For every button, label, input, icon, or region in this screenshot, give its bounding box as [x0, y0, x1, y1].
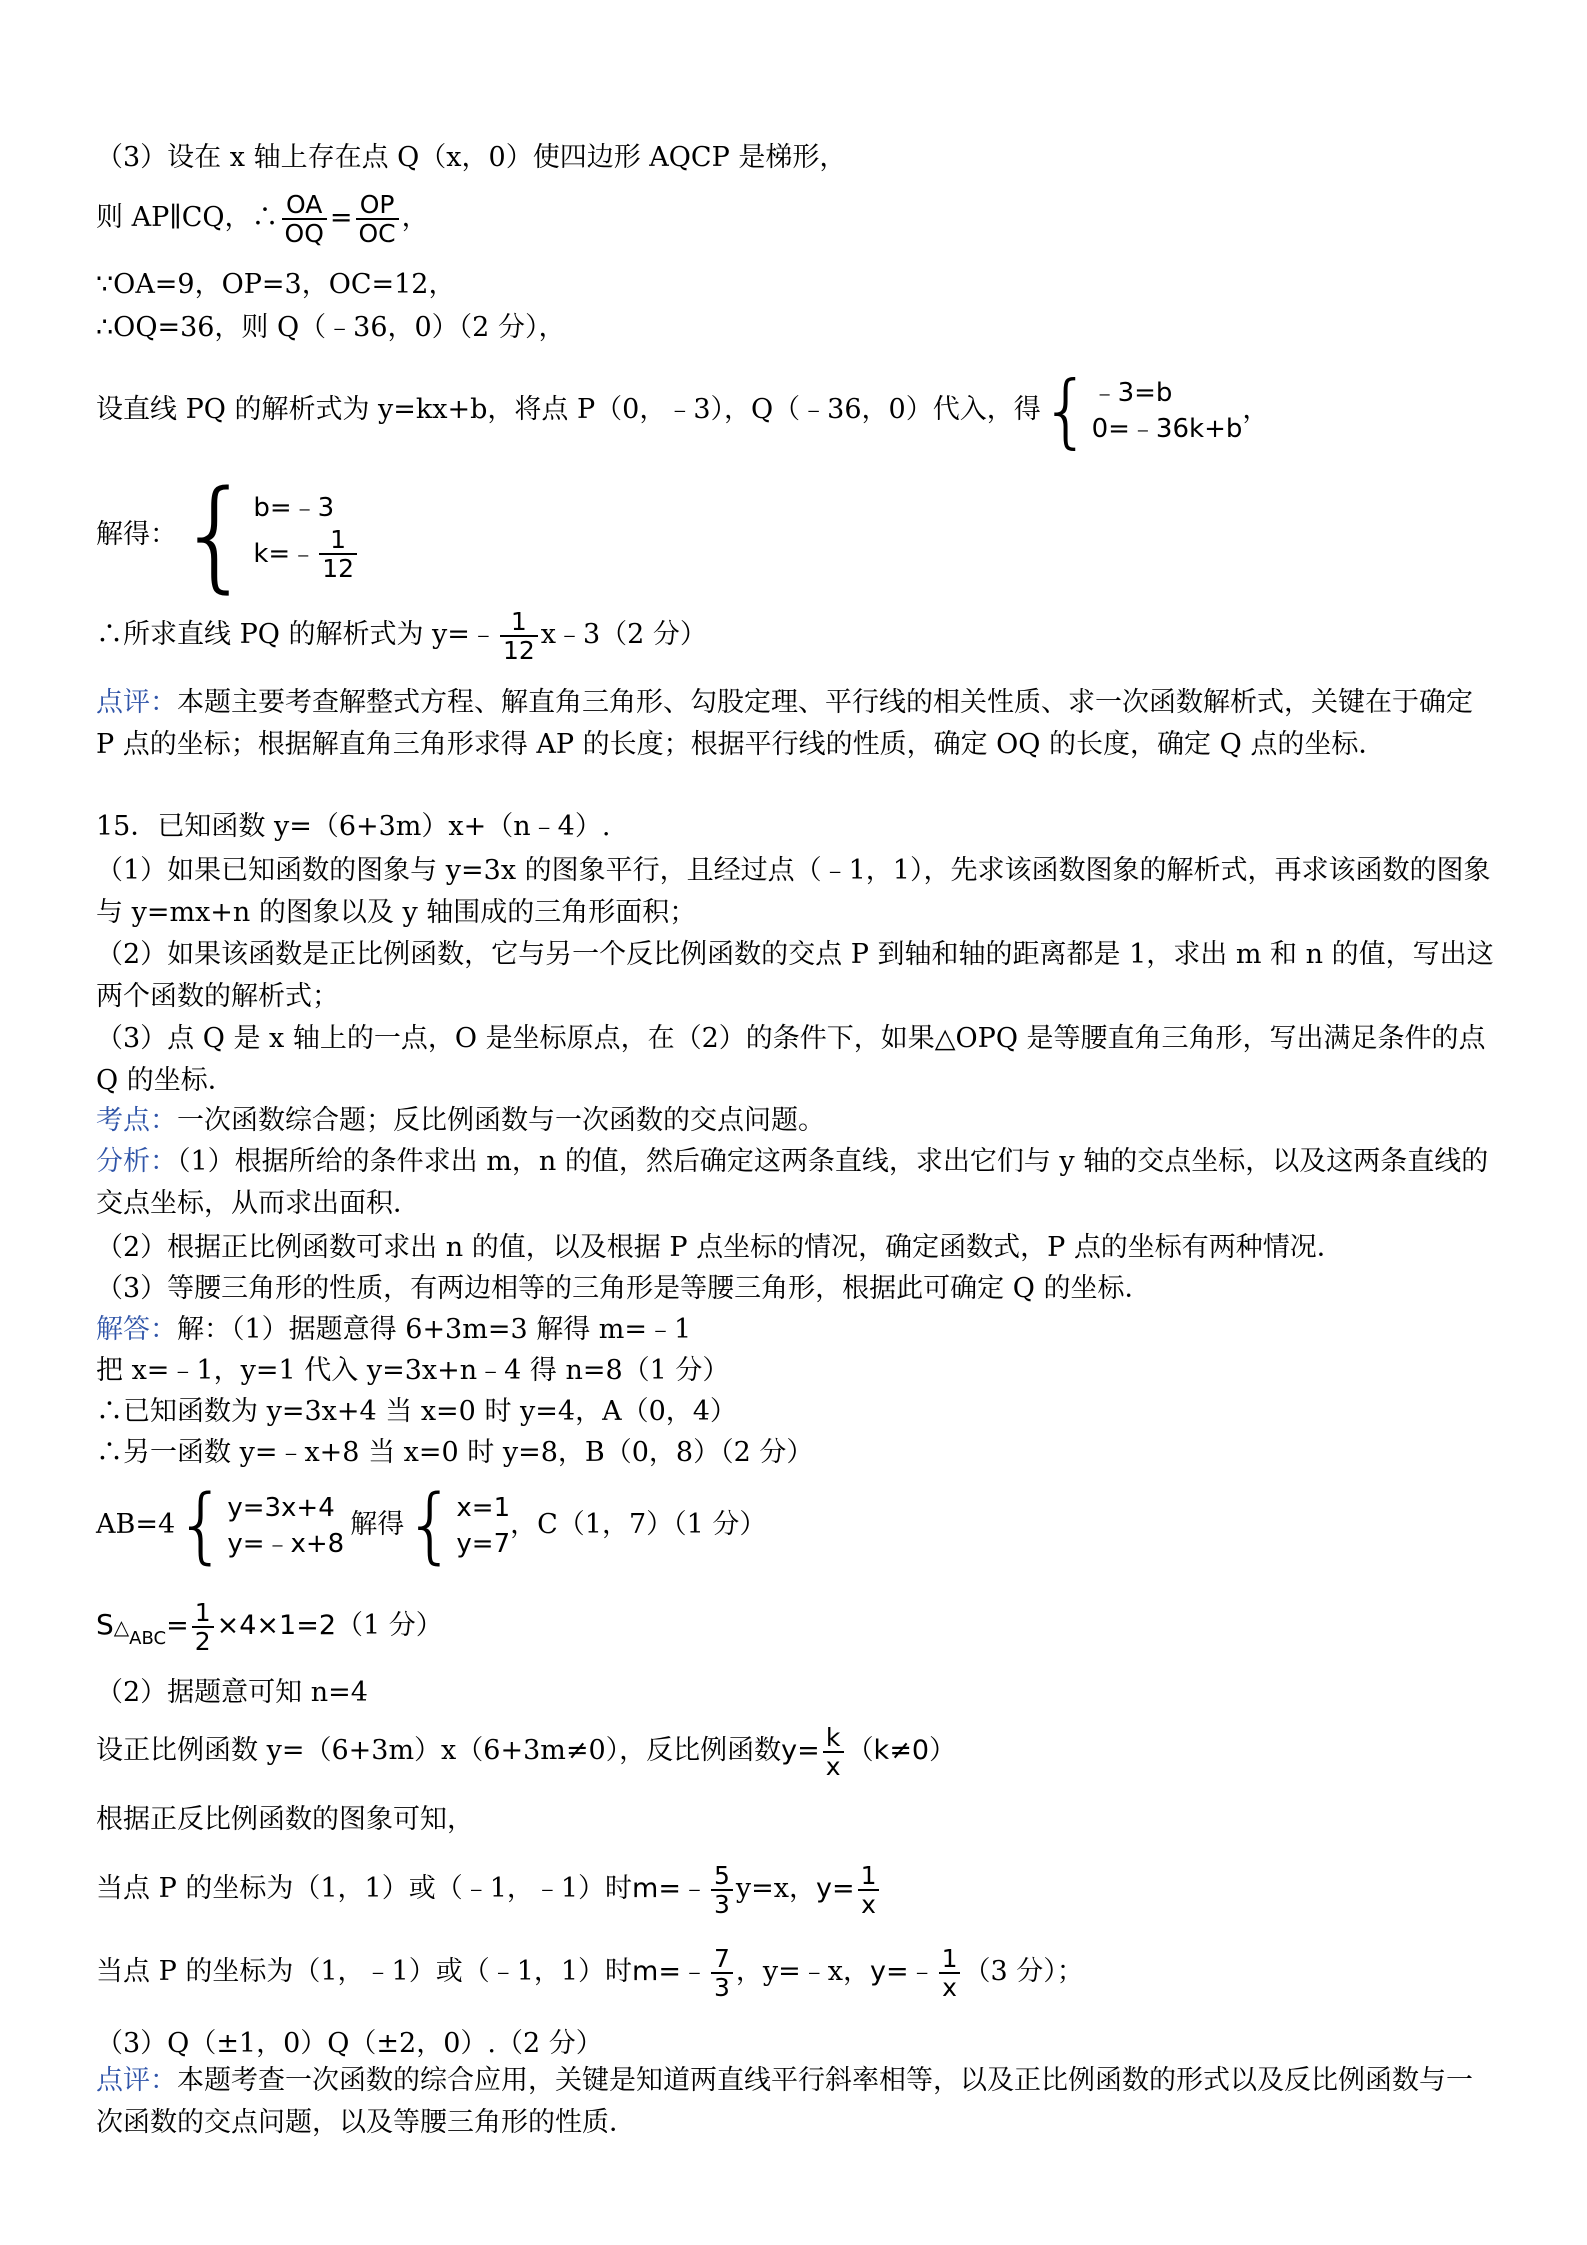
part3-answer: （3）Q（±1，0）Q（±2，0）.（2 分）: [96, 2028, 603, 2059]
jieda-line2: 把 x=﹣1，y=1 代入 y=3x+n﹣4 得 n=8（1 分）: [96, 1355, 730, 1386]
kaodian: 考点：一次函数综合题；反比例函数与一次函数的交点问题。: [96, 1105, 825, 1136]
jieda-line4: ∴另一函数 y=﹣x+8 当 x=0 时 y=8，B（0，8）（2 分）: [96, 1437, 814, 1468]
area-formula: $S\triangle_{ABC}=$ $\frac{1}{2}$ ×4×1=2（1 分）: [96, 1597, 443, 1656]
jieda-line3: ∴已知函数为 y=3x+4 当 x=0 时 y=4，A（0，4）: [96, 1396, 737, 1427]
part3-comment: 点评：本题主要考查解整式方程、解直角三角形、勾股定理、平行线的相关性质、求一次函数解析式，关键在于确定 P 点的坐标；根据解直角三角形求得 AP 的长度；根据平行线的性质，确定 OQ 的长度，确定 Q 点的坐标．: [96, 687, 1473, 760]
part3-line4: ∴OQ=36，则 Q（﹣36，0）（2 分），: [96, 312, 566, 343]
part3-line6: 解得： { b=﹣3 k=﹣ $\frac{1}{12}$: [96, 470, 360, 600]
part2-line1: （2）据题意可知 n=4: [96, 1677, 368, 1708]
fenxi-line2: （2）根据正比例函数可求出 n 的值，以及根据 P 点坐标的情况，确定函数式，P 点的坐标有两种情况．: [96, 1232, 1344, 1263]
fenxi: 分析：（1）根据所给的条件求出 m，n 的值，然后确定这两条直线，求出它们与 y 轴的交点坐标，以及这两条直线的交点坐标，从而求出面积．: [96, 1146, 1489, 1219]
part3-line1: （3）设在 x 轴上存在点 Q（x，0）使四边形 AQCP 是梯形，: [96, 142, 847, 173]
part3-line7: ∴所求直线 PQ 的解析式为 y=﹣ $\frac{1}{12}$ x﹣3（2 分）: [96, 606, 707, 665]
comment-label: 点评：: [96, 687, 177, 718]
question-15-sub1: （1）如果已知函数的图象与 y=3x 的图象平行，且经过点（﹣1，1），先求该函数图象的解析式，再求该函数的图象与 y=mx+n 的图象以及 y 轴围成的三角形面积；: [96, 855, 1491, 928]
equation-system-intersection: { x=1 y=7: [404, 1477, 511, 1573]
fraction-op-oc: $\frac{OP}{OC}$: [356, 191, 399, 247]
part3-line3: ∵OA=9，OP=3，OC=12，: [96, 269, 456, 300]
question-15-sub3: （3）点 Q 是 x 轴上的一点，O 是坐标原点，在（2）的条件下，如果△OPQ 是等腰直角三角形，写出满足条件的点 Q 的坐标．: [96, 1023, 1486, 1096]
equation-system-lines: { y=3x+4 y=﹣x+8: [175, 1477, 345, 1573]
equation-system-substitution: { ﹣3=b 0=﹣36k+b: [1040, 363, 1243, 457]
jieda-label: 解答：: [96, 1314, 177, 1345]
equation-system-solution: { b=﹣3 k=﹣ $\frac{1}{12}$: [177, 476, 360, 596]
ab-line: AB=4 { y=3x+4 y=﹣x+8 解得 { x=1 y=7 ，C（1，7）（1 分）: [96, 1477, 767, 1573]
question-15-stem: 15．已知函数 y=（6+3m）x+（n﹣4）.: [96, 811, 611, 842]
dianping-label: 点评：: [96, 2065, 177, 2096]
fenxi-line3: （3）等腰三角形的性质，有两边相等的三角形是等腰三角形，根据此可确定 Q 的坐标．: [96, 1273, 1152, 1304]
part2-line5: 当点 P 的坐标为（1，﹣1）或（﹣1，1）时m=﹣ $\frac{7}{3}$ ，y=﹣x，y=﹣ $\frac{1}{x}$ （3 分）；: [96, 1943, 1084, 2002]
part2-line2: 设正比例函数 y=（6+3m）x（6+3m≠0），反比例函数y= $\frac{k}{x}$ （k≠0）: [96, 1722, 956, 1781]
part2-line4: 当点 P 的坐标为（1，1）或（﹣1，﹣1）时m=﹣ $\frac{5}{3}$ y=x，y= $\frac{1}{x}$: [96, 1854, 883, 1924]
part3-line5: 设直线 PQ 的解析式为 y=kx+b，将点 P（0，﹣3），Q（﹣36，0）代入，得 { ﹣3=b 0=﹣36k+b ，: [96, 363, 1270, 457]
part2-line3: 根据正反比例函数的图象可知，: [96, 1804, 474, 1835]
fraction-oa-oq: $\frac{OA}{OQ}$: [282, 191, 327, 247]
fenxi-label: 分析：: [96, 1146, 177, 1177]
kaodian-label: 考点：: [96, 1105, 177, 1136]
jieda-line1: 解答：解：（1）据题意得 6+3m=3 解得 m=﹣1: [96, 1314, 692, 1345]
part3-line2: 则 AP∥CQ，∴ $\frac{OA}{OQ}$ = $\frac{OP}{OC}$ ，: [96, 189, 429, 248]
question-15-sub2: （2）如果该函数是正比例函数，它与另一个反比例函数的交点 P 到轴和轴的距离都是 1，求出 m 和 n 的值，写出这两个函数的解析式；: [96, 939, 1494, 1012]
dianping: 点评：本题考查一次函数的综合应用，关键是知道两直线平行斜率相等，以及正比例函数的形式以及反比例函数与一次函数的交点问题，以及等腰三角形的性质．: [96, 2065, 1473, 2138]
